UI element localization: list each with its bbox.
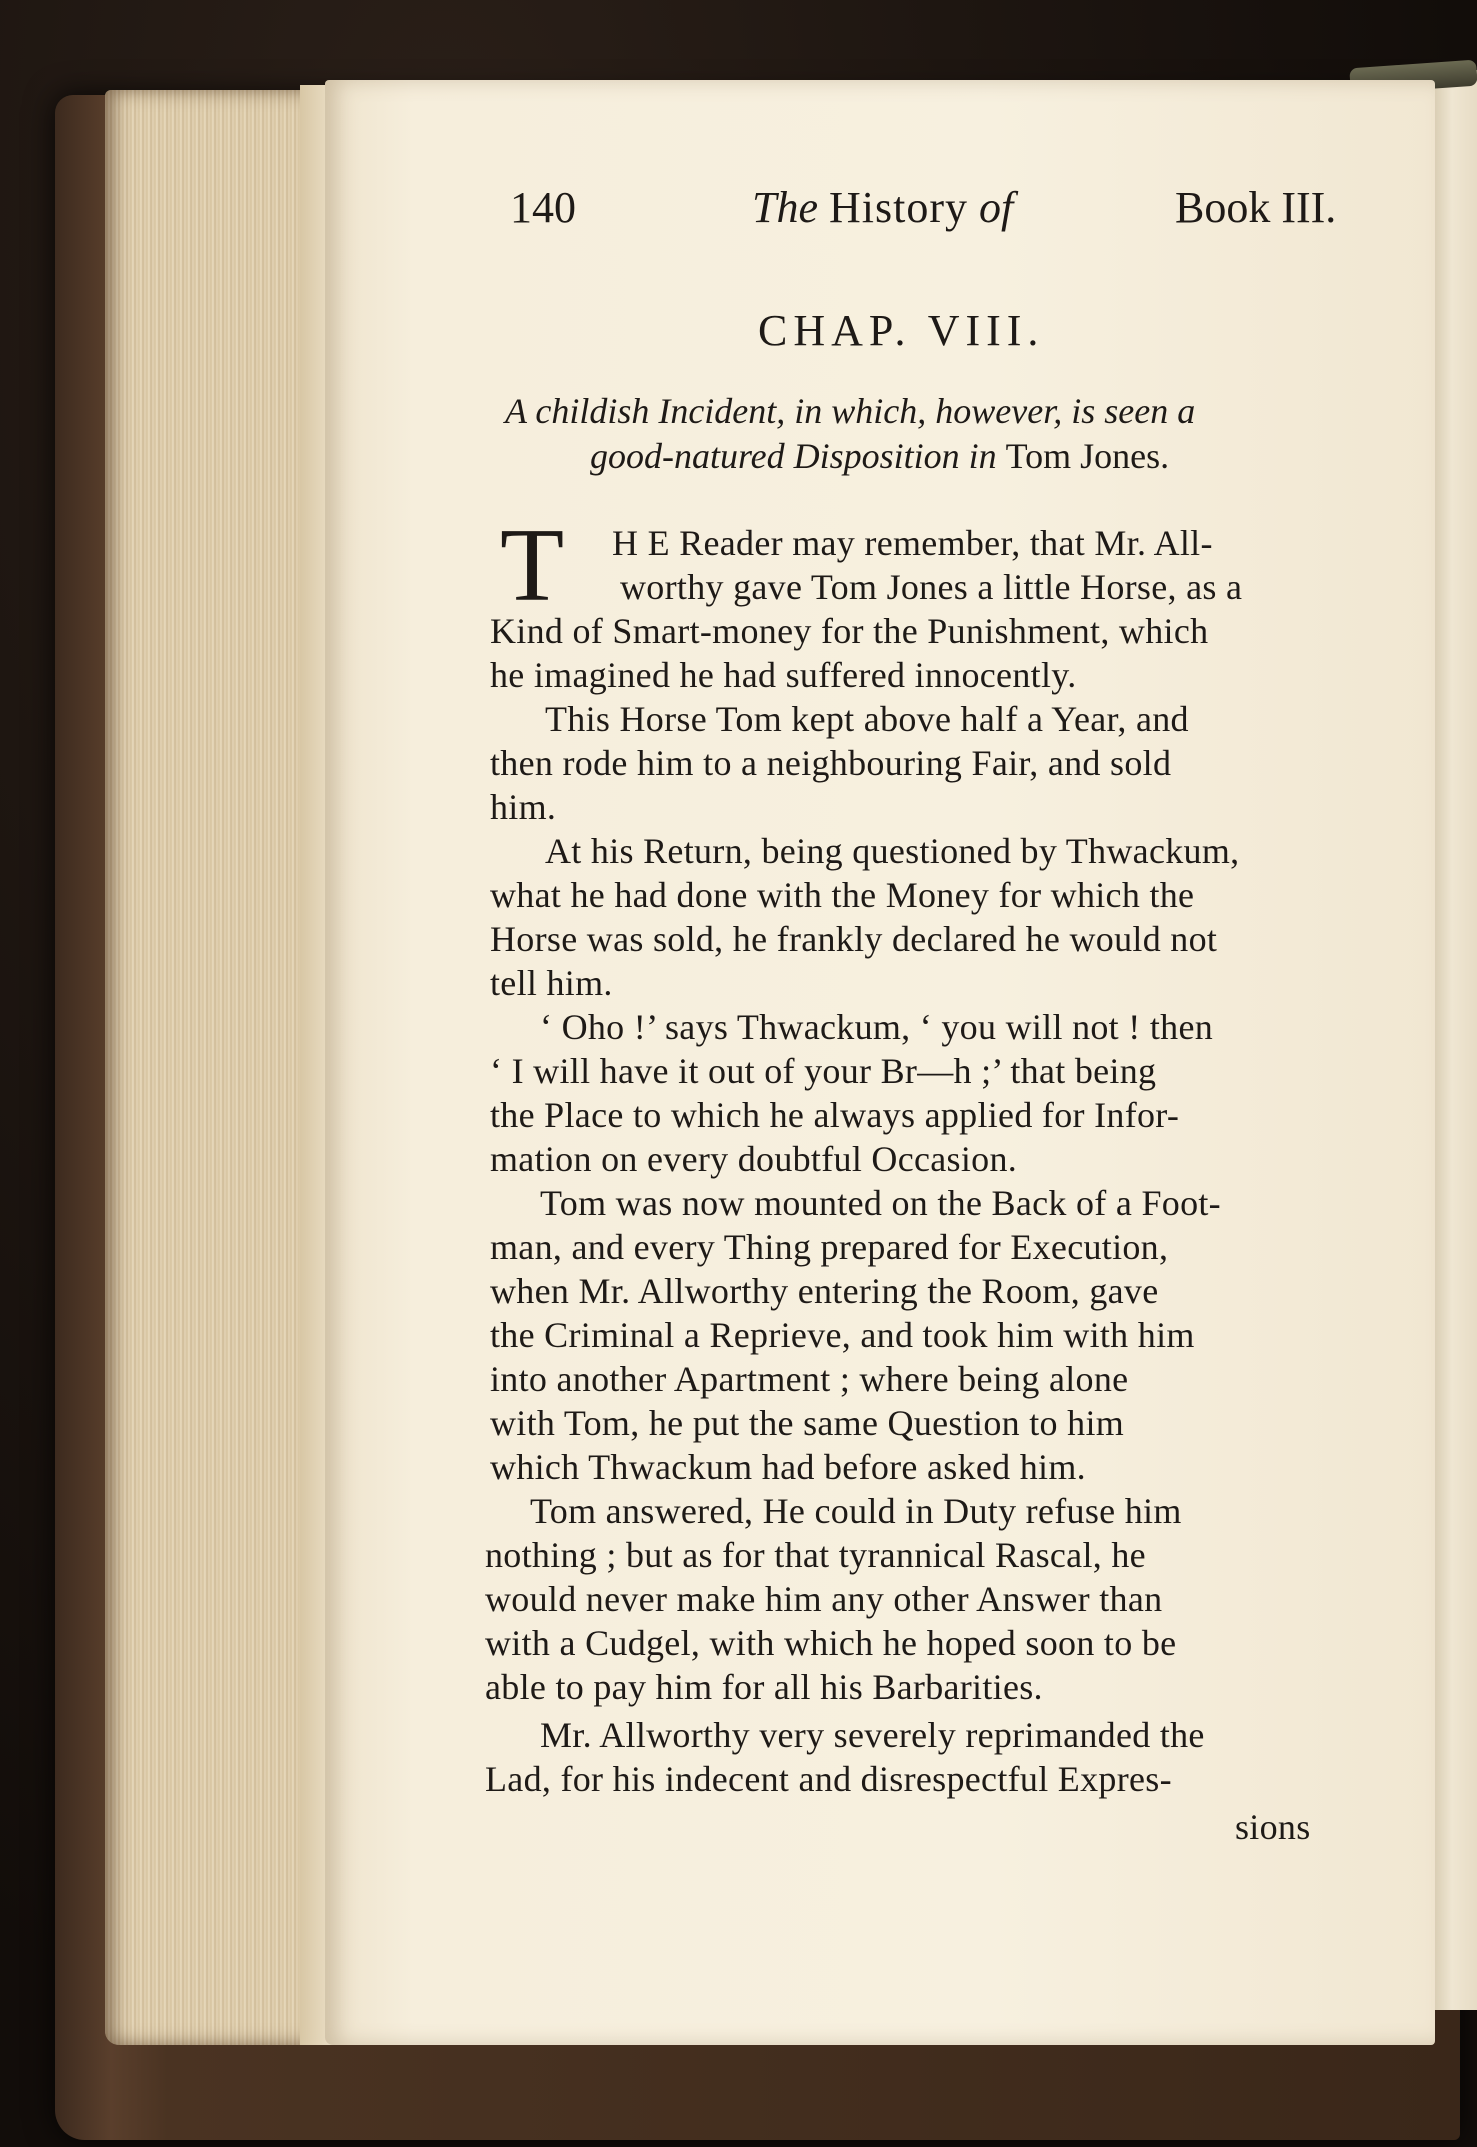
body-line: sions <box>1235 1807 1311 1847</box>
body-line: would never make him any other Answer than <box>485 1579 1163 1619</box>
body-line: Lad, for his indecent and disrespectful Expres- <box>485 1759 1172 1799</box>
chapter-subtitle-italic: good-natured Disposition in <box>590 436 997 476</box>
running-title-main: History <box>829 183 968 232</box>
drop-cap: T <box>500 506 565 623</box>
running-title-suffix: of <box>979 183 1014 232</box>
body-line: what he had done with the Money for which the <box>490 875 1195 915</box>
running-title <box>752 182 1013 233</box>
body-line: the Criminal a Reprieve, and took him with him <box>490 1315 1195 1355</box>
body-line: able to pay him for all his Barbarities. <box>485 1667 1043 1707</box>
body-line: nothing ; but as for that tyrannical Rascal, he <box>485 1535 1146 1575</box>
body-line: with Tom, he put the same Question to him <box>490 1403 1125 1443</box>
body-line: Tom answered, He could in Duty refuse him <box>530 1491 1182 1531</box>
facing-page-edge <box>1432 70 1477 2010</box>
body-line: he imagined he had suffered innocently. <box>490 655 1077 695</box>
body-line: Mr. Allworthy very severely reprimanded the <box>540 1715 1205 1755</box>
body-line: ‘ Oho !’ says Thwackum, ‘ you will not ! then <box>540 1007 1214 1047</box>
body-line: man, and every Thing prepared for Execution, <box>490 1227 1169 1267</box>
page-number: 140 <box>510 183 576 232</box>
body-line: then rode him to a neighbouring Fair, and sold <box>490 743 1172 783</box>
body-line: him. <box>490 787 557 827</box>
body-line: ‘ I will have it out of your Br—h ;’ that being <box>490 1051 1157 1091</box>
body-line: mation on every doubtful Occasion. <box>490 1139 1018 1179</box>
body-line: At his Return, being questioned by Thwackum, <box>545 831 1240 871</box>
body-line: when Mr. Allworthy entering the Room, gave <box>490 1271 1159 1311</box>
body-line: Tom was now mounted on the Back of a Foot- <box>540 1183 1221 1223</box>
book-number: Book III. <box>1175 183 1337 232</box>
body-line: which Thwackum had before asked him. <box>490 1447 1086 1487</box>
body-line: into another Apartment ; where being alone <box>490 1359 1129 1399</box>
body-line: Horse was sold, he frankly declared he would not <box>490 919 1218 959</box>
body-line: tell him. <box>490 963 613 1003</box>
chapter-subtitle-roman: Tom Jones. <box>1005 436 1170 476</box>
chapter-subtitle-line-1: A childish Incident, in which, however, is seen a <box>505 391 1196 431</box>
body-line: This Horse Tom kept above half a Year, and <box>545 699 1189 739</box>
chapter-subtitle-line-2 <box>590 435 1169 477</box>
body-line: with a Cudgel, with which he hoped soon to be <box>485 1623 1177 1663</box>
body-line: the Place to which he always applied for Infor- <box>490 1095 1180 1135</box>
body-line: Kind of Smart-money for the Punishment, which <box>490 611 1209 651</box>
body-line: H E Reader may remember, that Mr. All- <box>612 523 1213 563</box>
running-title-prefix: The <box>752 183 818 232</box>
body-line: worthy gave Tom Jones a little Horse, as a <box>620 567 1243 607</box>
chapter-heading: CHAP. VIII. <box>758 306 1045 355</box>
